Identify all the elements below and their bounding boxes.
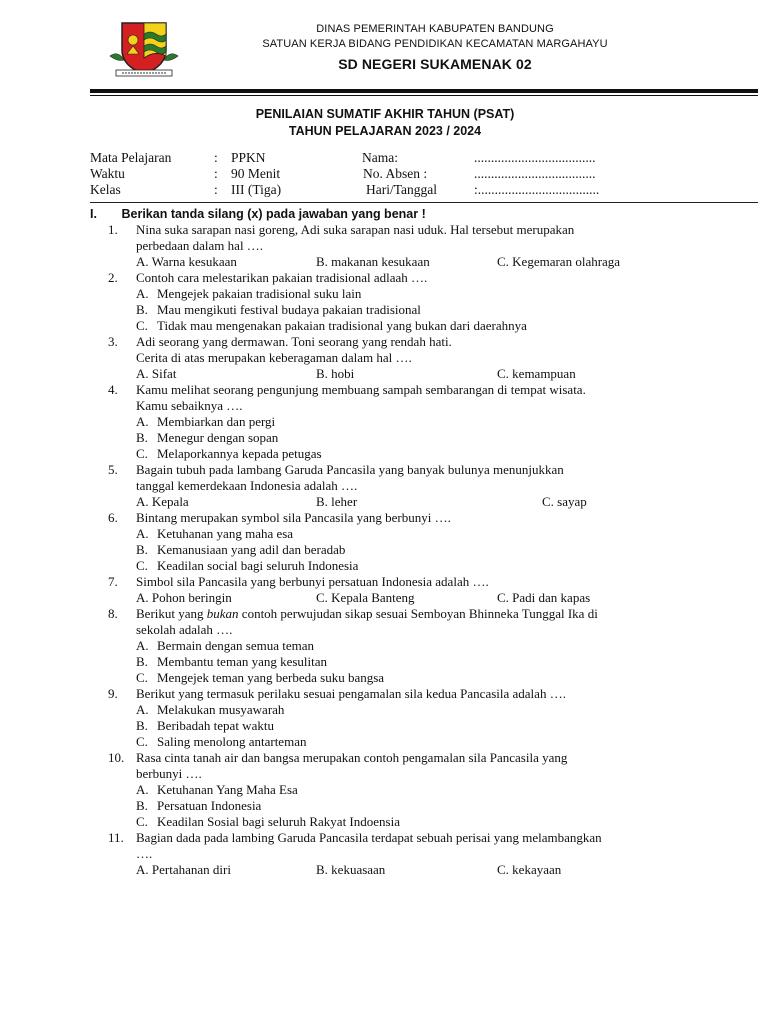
question-text: sekolah adalah …. [136,622,233,637]
question-line [0,686,768,702]
info-sep-time: : [214,166,218,181]
option-text: Ketuhanan yang maha esa [157,526,294,541]
school-name: SD NEGERI SUKAMENAK 02 [338,56,532,72]
question-item [0,510,768,574]
option-text: Melakukan musyawarah [157,702,285,717]
question-line [0,478,768,494]
option-letter: A. [136,414,149,429]
question-line [0,846,768,862]
answer-option-row [0,366,768,382]
option-text: Membiarkan dan pergi [157,414,276,429]
question-text: Berikut yang termasuk perilaku sesuai pengamalan sila kedua Pancasila adalah …. [136,686,566,701]
info-field-absen: .................................... [474,166,596,181]
question-line [0,750,768,766]
question-text: Cerita di atas merupakan keberagaman dalam hal …. [136,350,412,365]
question-number: 7. [108,574,118,589]
question-line [0,574,768,590]
option-text: Mau mengikuti festival budaya pakaian tradisional [157,302,421,317]
answer-option[interactable] [0,302,768,318]
question-number: 5. [108,462,118,477]
exam-title: PENILAIAN SUMATIF AKHIR TAHUN (PSAT) [255,107,515,121]
question-text: tanggal kemerdekaan Indonesia adalah …. [136,478,358,493]
question-text: Contoh cara melestarikan pakaian tradisional adlaah …. [136,270,428,285]
option-letter: B. [136,302,148,317]
option-text: Bermain dengan semua teman [157,638,315,653]
agency-name: DINAS PEMERINTAH KABUPATEN BANDUNG [316,23,554,35]
question-text: perbedaan dalam hal …. [136,238,264,253]
option-text: Kemanusiaan yang adil dan beradab [157,542,346,557]
info-value-subject: PPKN [231,150,266,165]
answer-option[interactable] [0,670,768,686]
question-item [0,574,768,606]
option-text: Tidak mau mengenakan pakaian tradisional yang bukan dari daerahnya [157,318,527,333]
question-text: Rasa cinta tanah air dan bangsa merupakan contoh pengamalan sila Pancasila yang [136,750,568,765]
header-rule-thick [90,89,758,93]
question-item [0,222,768,270]
info-field-name: .................................... [474,150,596,165]
question-line [0,350,768,366]
answer-option[interactable]: C. sayap [542,494,587,509]
option-letter: A. [136,638,149,653]
question-item [0,686,768,750]
section-number: I. [90,207,97,221]
question-item [0,382,768,462]
answer-option[interactable]: C. Padi dan kapas [497,590,591,605]
answer-option[interactable]: B. makanan kesukaan [316,254,430,269]
answer-option[interactable] [0,318,768,334]
option-text: Mengejek teman yang berbeda suku bangsa [157,670,385,685]
option-letter: A. [136,526,149,541]
answer-option[interactable]: C. kekayaan [497,862,562,877]
answer-option-row [0,590,768,606]
option-letter: C. [136,814,148,829]
question-line [0,462,768,478]
question-number: 1. [108,222,118,237]
option-text: Saling menolong antarteman [157,734,307,749]
option-text: Mengejek pakaian tradisional suku lain [157,286,362,301]
question-text: Berikut yang bukan contoh perwujudan sikap sesuai Semboyan Bhinneka Tunggal Ika di [136,606,598,621]
answer-option[interactable] [0,558,768,574]
unit-name: SATUAN KERJA BIDANG PENDIDIKAN KECAMATAN MARGAHAYU [262,38,608,50]
question-item [0,270,768,334]
option-letter: B. [136,654,148,669]
answer-option[interactable]: A. Kepala [136,494,189,509]
answer-option[interactable]: C. kemampuan [497,366,576,381]
answer-option[interactable]: B. leher [316,494,358,509]
answer-option-row [0,254,768,270]
info-label-time: Waktu [90,166,125,181]
info-label-absen: No. Absen : [363,166,428,181]
question-text: Adi seorang yang dermawan. Toni seorang yang rendah hati. [136,334,452,349]
question-number: 11. [108,830,124,845]
answer-option[interactable] [0,654,768,670]
question-item [0,830,768,878]
answer-option[interactable]: C. Kegemaran olahraga [497,254,621,269]
question-text: …. [136,846,153,861]
info-label-subject: Mata Pelajaran [90,150,172,165]
answer-option[interactable] [0,718,768,734]
option-letter: B. [136,430,148,445]
option-letter: B. [136,542,148,557]
answer-option[interactable]: B. hobi [316,366,355,381]
info-label-name: Nama: [362,150,398,165]
question-text: Bintang merupakan symbol sila Pancasila yang berbunyi …. [136,510,451,525]
info-field-date: :.................................... [474,182,600,197]
question-line [0,222,768,238]
answer-option-row [0,494,768,510]
question-item [0,462,768,510]
info-label-class: Kelas [90,182,121,197]
question-line [0,622,768,638]
question-line [0,398,768,414]
question-number: 2. [108,270,118,285]
info-label-date: Hari/Tanggal [366,182,438,197]
question-line [0,510,768,526]
option-letter: C. [136,446,148,461]
info-value-class: III (Tiga) [231,182,282,197]
answer-option[interactable] [0,542,768,558]
info-value-time: 90 Menit [231,166,281,181]
section-instruction: Berikan tanda silang (x) pada jawaban yang benar ! [121,207,426,221]
emphasis-text: bukan [206,606,239,621]
answer-option[interactable]: C. Kepala Banteng [316,590,415,605]
question-text: Nina suka sarapan nasi goreng, Adi suka sarapan nasi uduk. Hal tersebut merupakan [136,222,575,237]
header-rule-thin [90,95,758,96]
question-text: berbunyi …. [136,766,202,781]
answer-option[interactable] [0,638,768,654]
academic-year: TAHUN PELAJARAN 2023 / 2024 [288,124,482,138]
question-item [0,334,768,382]
option-text: Keadilan social bagi seluruh Indonesia [157,558,359,573]
question-text: Bagian dada pada lambing Garuda Pancasila terdapat sebuah perisai yang melambangkan [136,830,602,845]
option-letter: A. [136,782,149,797]
answer-option[interactable]: A. Pertahanan diri [136,862,231,877]
question-line [0,382,768,398]
question-text: Simbol sila Pancasila yang berbunyi persatuan Indonesia adalah …. [136,574,489,589]
answer-option[interactable]: A. Pohon beringin [136,590,232,605]
option-text: Melaporkannya kepada petugas [157,446,322,461]
question-text: Kamu sebaiknya …. [136,398,243,413]
option-text: Membantu teman yang kesulitan [157,654,328,669]
answer-option[interactable] [0,414,768,430]
option-text: Persatuan Indonesia [157,798,262,813]
option-letter: A. [136,702,149,717]
question-line [0,238,768,254]
question-item [0,606,768,686]
option-letter: B. [136,798,148,813]
answer-option[interactable] [0,814,768,830]
answer-option[interactable]: B. kekuasaan [316,862,386,877]
kabupaten-bandung-crest-icon [108,20,180,80]
answer-option-row [0,862,768,878]
option-letter: C. [136,558,148,573]
question-line [0,766,768,782]
option-letter: A. [136,286,149,301]
section-heading [90,207,426,221]
option-letter: C. [136,734,148,749]
option-text: Keadilan Sosial bagi seluruh Rakyat Indoensia [157,814,400,829]
question-list [0,222,768,878]
info-sep-class: : [214,182,218,197]
answer-option[interactable] [0,734,768,750]
question-line [0,270,768,286]
option-letter: C. [136,318,148,333]
letterhead [200,22,670,73]
question-number: 10. [108,750,125,765]
answer-option[interactable] [0,526,768,542]
question-number: 4. [108,382,118,397]
answer-option[interactable]: A. Warna kesukaan [136,254,237,269]
option-text: Beribadah tepat waktu [157,718,274,733]
option-letter: B. [136,718,148,733]
option-text: Ketuhanan Yang Maha Esa [157,782,298,797]
question-number: 6. [108,510,118,525]
answer-option[interactable] [0,430,768,446]
option-text: Menegur dengan sopan [157,430,279,445]
question-text: Kamu melihat seorang pengunjung membuang sampah sembarangan di tempat wisata. [136,382,586,397]
answer-option[interactable] [0,782,768,798]
question-text: Bagain tubuh pada lambang Garuda Pancasila yang banyak bulunya menunjukkan [136,462,564,477]
question-number: 3. [108,334,118,349]
answer-option[interactable] [0,702,768,718]
answer-option[interactable] [0,286,768,302]
info-sep-subject: : [214,150,218,165]
answer-option[interactable] [0,798,768,814]
answer-option[interactable]: A. Sifat [136,366,177,381]
question-line [0,606,768,622]
question-line [0,830,768,846]
answer-option[interactable] [0,446,768,462]
question-number: 8. [108,606,118,621]
question-line [0,334,768,350]
question-number: 9. [108,686,118,701]
info-rule [90,202,758,203]
option-letter: C. [136,670,148,685]
question-item [0,750,768,830]
